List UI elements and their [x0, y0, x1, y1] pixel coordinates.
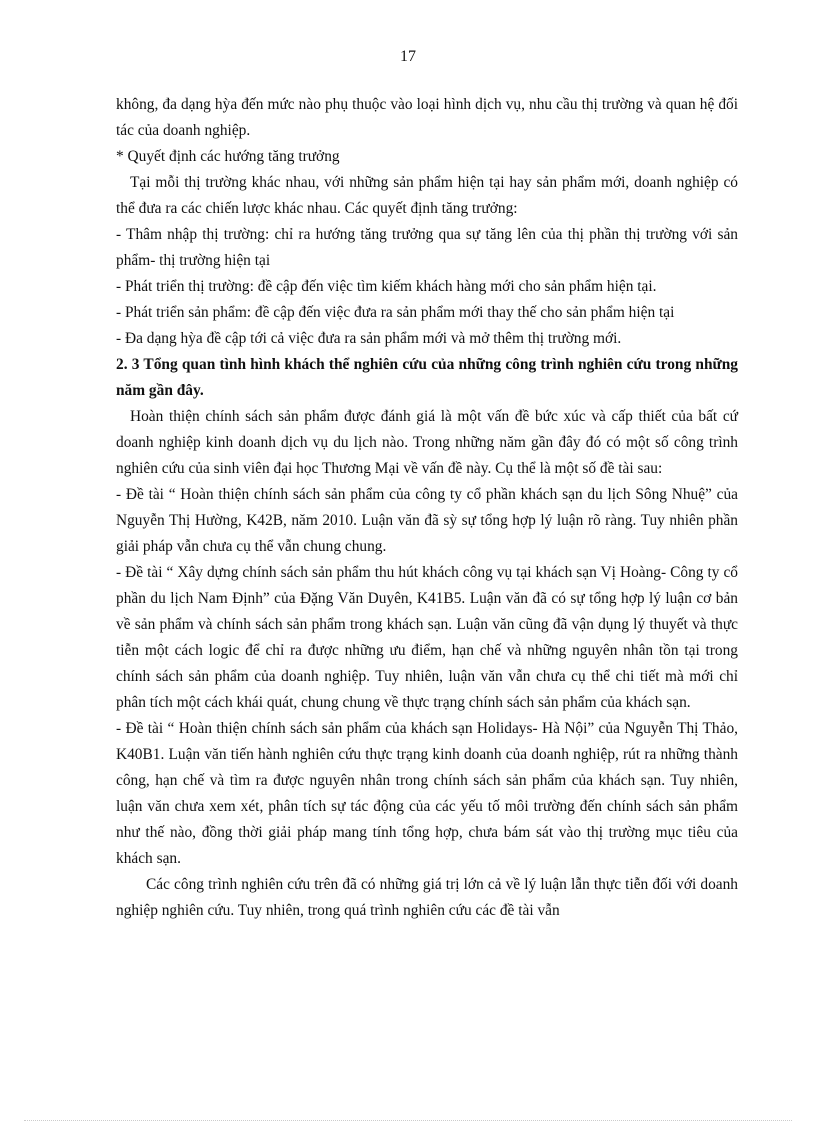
section-heading-2-3: 2. 3 Tổng quan tình hình khách thể nghiên cứu của những công trình nghiên cứu trong những năm gần đây.: [116, 356, 738, 399]
list-item-thesis-song-nhue: - Đề tài “ Hoàn thiện chính sách sản phẩm của công ty cổ phần khách sạn du lịch Sông Nhuệ” của Nguyễn Thị Hường, K42B, năm 2010. Luận văn đã sỳ sự tổng hợp lý luận rõ ràng. Tuy nhiên phần giải pháp vẫn chưa cụ thể vẫn chung chung.: [116, 486, 738, 555]
paragraph-overview: Hoàn thiện chính sách sản phẩm được đánh giá là một vấn đề bức xúc và cấp thiết của bất cứ doanh nghiệp kinh doanh dịch vụ du lịch nào. Trong những năm gần đây đó có một số công trình nghiên cứu của sinh viên đại học Thương Mại về vấn đề này. Cụ thể là một số đề tài sau:: [116, 408, 738, 477]
list-item-diversification: - Đa dạng hỳa đề cập tới cả việc đưa ra sản phẩm mới và mở thêm thị trường mới.: [116, 330, 622, 347]
list-item-market-penetration: - Thâm nhập thị trường: chỉ ra hướng tăng trưởng qua sự tăng lên của thị phần thị trường với sản phẩm- thị trường hiện tại: [116, 226, 738, 269]
document-body: [116, 92, 738, 924]
page-number: 17: [400, 48, 416, 65]
list-item-thesis-vi-hoang: - Đề tài “ Xây dựng chính sách sản phẩm thu hút khách công vụ tại khách sạn Vị Hoàng- Công ty cổ phần du lịch Nam Định” của Đặng Văn Duyên, K41B5. Luận văn đã có sự tổng hợp lý luận cơ bản về sản phẩm và chính sách sản phẩm trong khách sạn. Luận văn cũng đã vận dụng lý thuyết và thực tiễn một cách logic để chỉ ra được những ưu điểm, hạn chế và những nguyên nhân tồn tại trong chính sách sản phẩm của doanh nghiệp. Tuy nhiên, luận văn vẫn chưa cụ thể chi tiết mà mới chỉ phân tích một cách khái quát, chung chung về thực trạng chính sách sản phẩm của khách sạn.: [116, 564, 738, 711]
list-item-market-development: - Phát triển thị trường: đề cập đến việc tìm kiếm khách hàng mới cho sản phẩm hiện tại.: [116, 278, 657, 295]
list-item-product-development: - Phát triển sản phẩm: đề cập đến việc đưa ra sản phẩm mới thay thế cho sản phẩm hiện tại: [116, 304, 675, 321]
paragraph-growth-intro: Tại mỗi thị trường khác nhau, với những sản phẩm hiện tại hay sản phẩm mới, doanh nghiệp có thể đưa ra các chiến lược khác nhau. Các quyết định tăng trưởng:: [116, 174, 738, 217]
paragraph-conclusion: Các công trình nghiên cứu trên đã có những giá trị lớn cả về lý luận lẫn thực tiễn đối với doanh nghiệp nghiên cứu. Tuy nhiên, trong quá trình nghiên cứu các đề tài vẫn: [116, 876, 738, 919]
subheading-growth-directions: * Quyết định các hướng tăng trưởng: [116, 148, 340, 165]
list-item-thesis-holidays: - Đề tài “ Hoàn thiện chính sách sản phẩm của khách sạn Holidays- Hà Nội” của Nguyễn Thị Thảo, K40B1. Luận văn tiến hành nghiên cứu thực trạng kinh doanh của doanh nghiệp, rút ra những thành công, hạn chế và tìm ra được nguyên nhân trong chính sách sản phẩm của khách sạn. Tuy nhiên, luận văn chưa xem xét, phân tích sự tác động của các yếu tố môi trường đến chính sách sản phẩm như thế nào, đồng thời giải pháp mang tính tổng hợp, chưa bám sát vào thị trường mục tiêu của khách sạn.: [116, 720, 738, 867]
paragraph-continuation: không, đa dạng hỳa đến mức nào phụ thuộc vào loại hình dịch vụ, nhu cầu thị trường và quan hệ đối tác của doanh nghiệp.: [116, 96, 738, 139]
page-bottom-divider: [24, 1120, 792, 1121]
